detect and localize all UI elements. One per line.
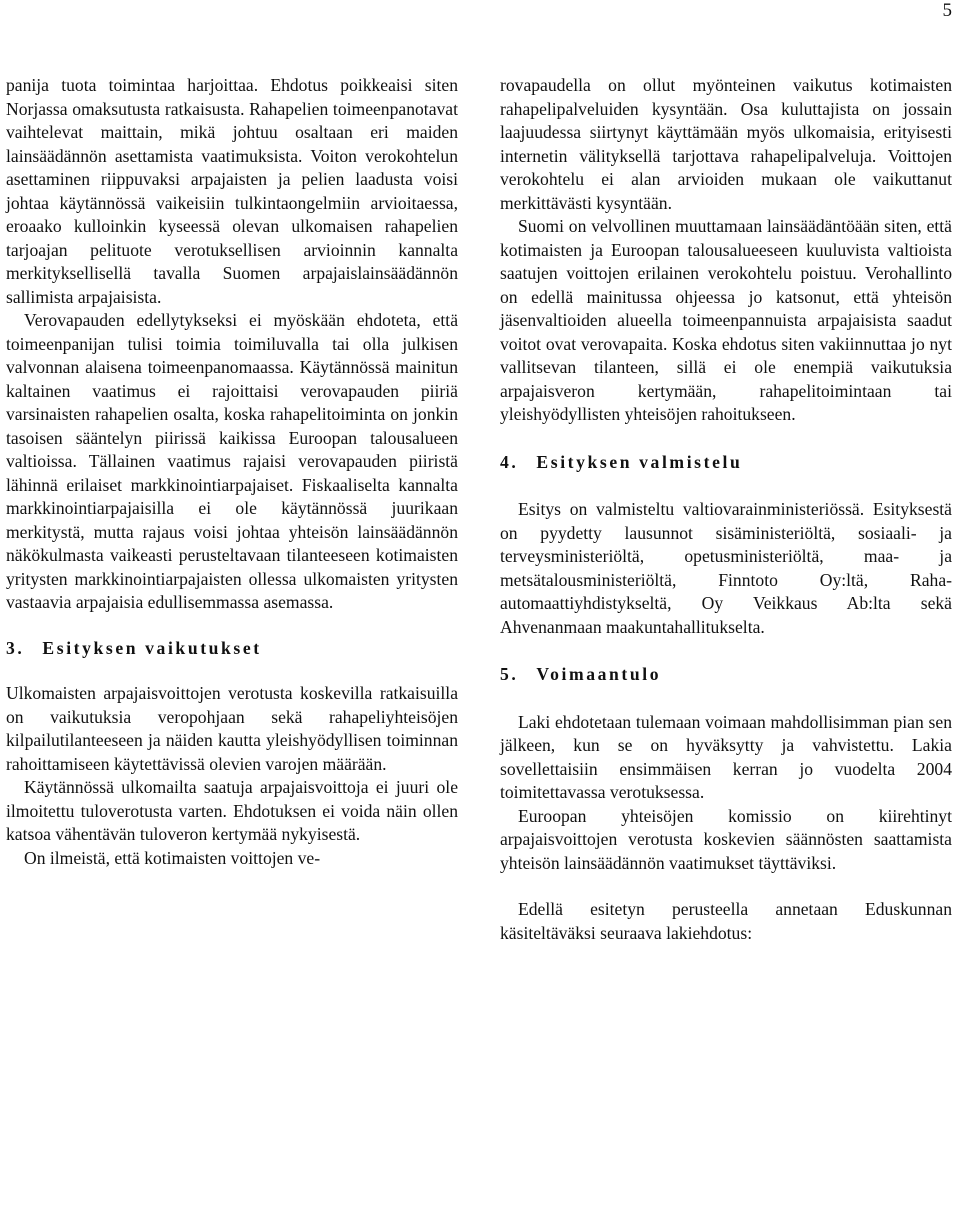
paragraph: Euroopan yhteisöjen komissio on kiirehtinyt arpajaisvoittojen verotusta koskevien säännösten saattamista yhteisön lainsäädännön vaatimukset täyttäviksi. [500,805,952,873]
paragraph: On ilmeistä, että kotimaisten voittojen ve- [24,847,321,868]
section-title: Esityksen valmistelu [536,451,743,472]
section-title: Voimaantulo [536,664,662,684]
paragraph: Verovapauden edellytykseksi ei myöskään ehdoteta, että toimeenpanijan tulisi toimia toimiluvalla tai olla julkisen valvonnan alaisena toimeenpanomaassa. Käytännössä mainitun kaltainen vaatimus ei rajoittaisi verovapauden piiriä varsinaisten rahapelien osalta, koska rahapelitoiminta on jonkin tasoisen sääntelyn piirissä kaikissa Euroopan talousalueen valtioissa. Tällainen vaatimus rajaisi verovapauden piiristä lähinnä erilaiset markkinointiarpajaiset. Fiskaaliselta kannalta markkinointiarpajaisilla ei ole käytännössä juurikaan merkitystä, mutta rajaus voisi johtaa yhteisön lainsäädännön näkökulmasta vaikeasti perusteltavaan tilanteeseen kotimaisten yritysten markkinointiarpajaisten ollessa ulkomaisten yritysten vastaavia arpajaisia edullisemmassa asemassa. [6,310,458,612]
left-column [6,74,458,870]
section-number: 5. [500,664,519,684]
paragraph: Ulkomaisten arpajaisvoittojen verotusta koskevilla ratkaisuilla on vaikutuksia veropohjaan sekä rahapeliyhteisöjen kilpailutilanteeseen ja näiden kautta yleishyödyllisen toiminnan rahoittamiseen käytettävissä olevien varojen määrään. [6,683,458,774]
section-heading-4 [500,451,952,475]
section-number: 4. [500,451,519,472]
paragraph: rovapaudella on ollut myönteinen vaikutus kotimaisten rahapelipalveluiden kysyntään. Osa kuluttajista on jossain laajuudessa siirtynyt käyttämään myös ulkomaisia, erityisesti internetin välityksellä tarjottava rahapelipalveluja. Voittojen verokohtelu ei alan arvioiden mukaan ole vaikuttanut merkittävästi kysyntään. [500,75,952,213]
right-column [500,74,952,945]
page-number: 5 [942,0,952,21]
paragraph: Suomi on velvollinen muuttamaan lainsäädäntöään siten, että kotimaisten ja Euroopan talousalueeseen kuuluvista valtioista saatujen voittojen erilainen verokohtelu poistuu. Verohallinto on edellä mainitussa ohjeessa jo katsonut, että yhteisön jäsenvaltioiden alueella toimeenpannuista arpajaisista saadut voitot ovat verovapaita. Koska ehdotus siten vakiinnuttaa jo nyt vallitsevan tilanteen, sillä ei ole enempiä vaikutuksia arpajaisveron kertymään, rahapelitoimintaan tai yleishyödyllisten yhteisöjen rahoitukseen. [500,216,952,424]
section-title: Esityksen vaikutukset [42,637,262,658]
paragraph: Esitys on valmisteltu valtiovarainministeriössä. Esityksestä on pyydetty lausunnot sisäministeriöltä, sosiaali- ja terveysministeriöltä, opetusministeriöltä, maa- ja metsätalousministeriöltä, Finntoto Oy:ltä, Raha-automaattiyhdistykseltä, Oy Veikkaus Ab:lta sekä Ahvenanmaan maakuntahallitukselta. [500,499,952,637]
section-heading-5 [500,663,952,687]
paragraph: Edellä esitetyn perusteella annetaan Eduskunnan käsiteltäväksi seuraava lakiehdotus: [500,899,952,943]
section-number: 3. [6,637,25,658]
paragraph: Käytännössä ulkomailta saatuja arpajaisvoittoja ei juuri ole ilmoitettu tuloverotusta varten. Ehdotuksen ei voida näin ollen katsoa vähentävän tuloveron kertymää nykyisestä. [6,777,458,844]
paragraph: Laki ehdotetaan tulemaan voimaan mahdollisimman pian sen jälkeen, kun se on hyväksytty ja vahvistettu. Lakia sovellettaisiin ensimmäisen kerran jo vuodelta 2004 toimitettavassa verotuksessa. [500,711,952,802]
section-heading-3 [6,637,458,661]
paragraph: panija tuota toimintaa harjoittaa. Ehdotus poikkeaisi siten Norjassa omaksutusta ratkaisusta. Rahapelien toimeenpanotavat vaihtelevat maittain, mikä johtuu osaltaan eri maiden lainsäädännön asettamista vaatimuksista. Voiton verokohtelun asettaminen riippuvaksi arpajaisten ja pelien laadusta voisi johtaa käytännössä vaikeisiin tulkintaongelmiin arvioitaessa, eroaako kulloinkin kyseessä olevan ulkomaisen rahapelien tarjoajan pelituote verotuksellisen arvioinnin kannalta merkityksellisellä tavalla Suomen arpajaislainsäädännön sallimista arpajaisista. [6,75,458,307]
